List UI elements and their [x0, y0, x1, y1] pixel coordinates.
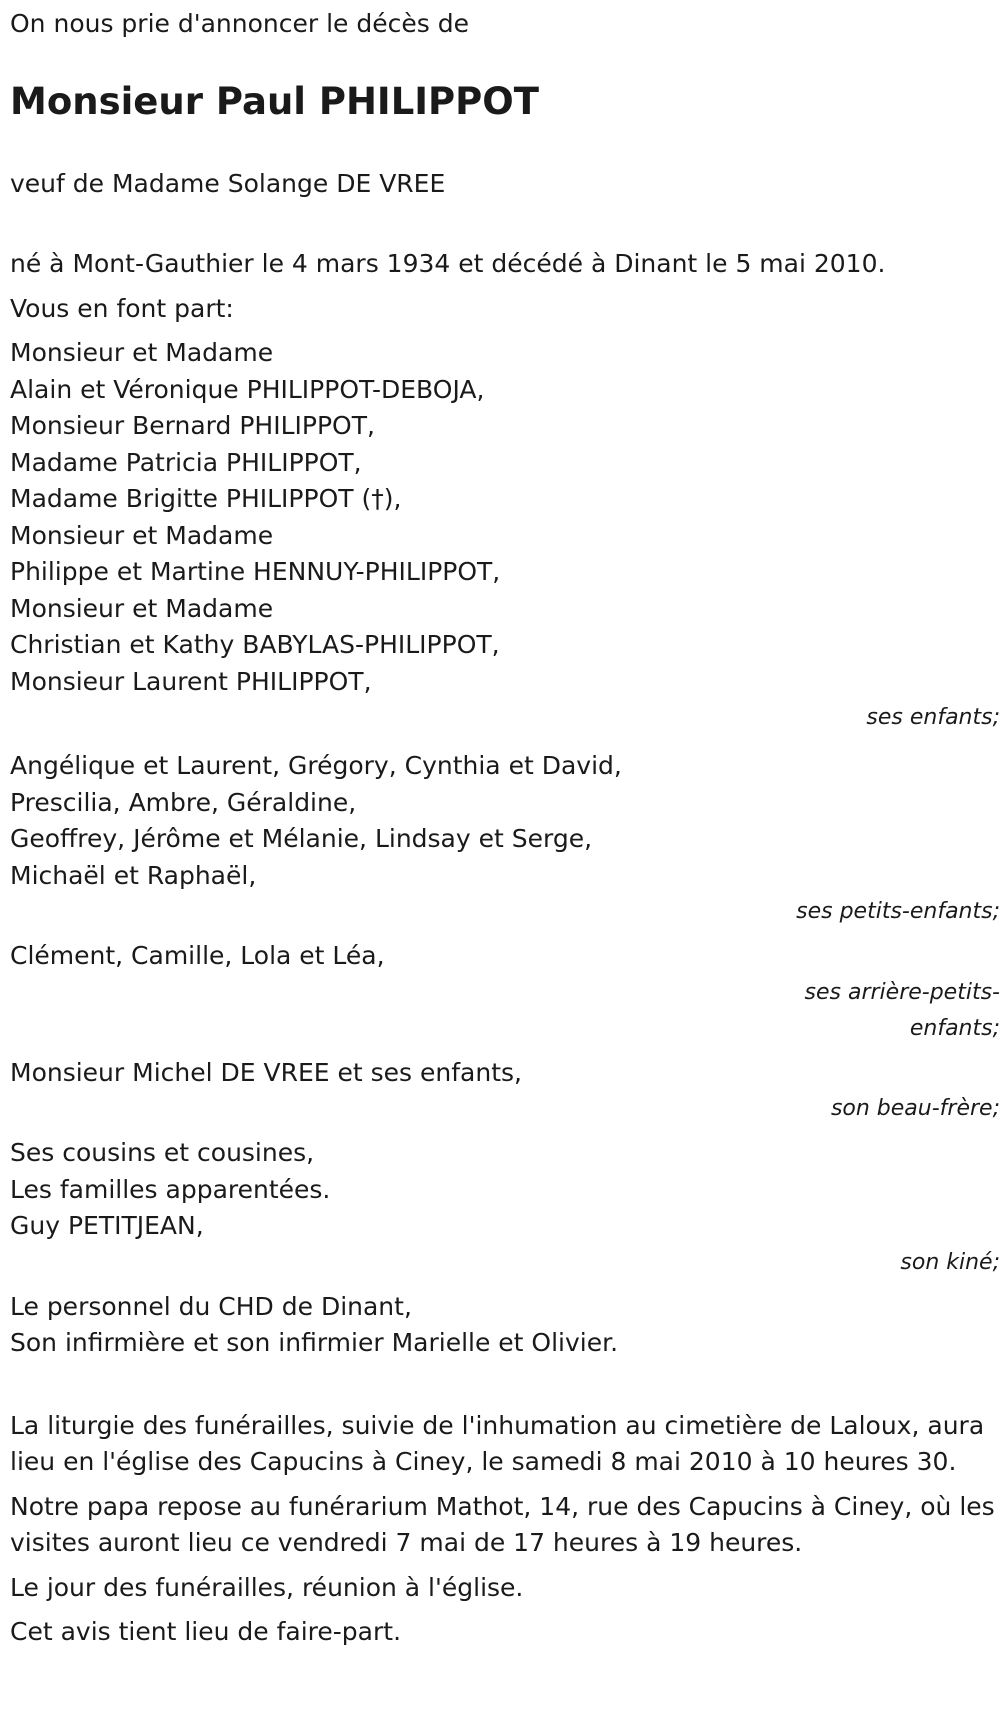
grandchildren-line: Prescilia, Ambre, Géraldine, [10, 787, 357, 817]
children-line: Madame Patricia PHILIPPOT, [10, 447, 362, 477]
great-grandchildren-block [10, 938, 1000, 1047]
children-line: Alain et Véronique PHILIPPOT-DEBOJA, [10, 374, 485, 404]
children-block [10, 335, 1000, 736]
children-line: Monsieur Laurent PHILIPPOT, [10, 666, 372, 696]
grandchildren-line: Michaël et Raphaël, [10, 860, 257, 890]
brother-in-law-line: Monsieur Michel DE VREE et ses enfants, [10, 1057, 522, 1087]
others-relation-label: son kiné; [900, 1249, 1000, 1275]
children-line: Monsieur et Madame [10, 338, 274, 367]
grandchildren-relation-label: ses petits-enfants; [796, 899, 1000, 924]
grandchildren-line: Geoffrey, Jérôme et Mélanie, Lindsay et Serge, [10, 824, 593, 853]
announce-from: Vous en font part: [10, 293, 234, 323]
staff-line: Son infirmière et son infirmier Marielle et Olivier. [10, 1328, 619, 1357]
grandchildren-line: Angélique et Laurent, Grégory, Cynthia et David, [10, 751, 622, 780]
meeting-line: Le jour des funérailles, réunion à l'église. [10, 1572, 524, 1602]
staff-block [10, 1289, 1000, 1362]
deceased-name: Monsieur Paul PHILIPPOT [10, 79, 539, 123]
children-line: Madame Brigitte PHILIPPOT (†), [10, 484, 402, 513]
others-line: Les familles apparentées. [10, 1174, 331, 1204]
others-block [10, 1135, 1000, 1281]
brother-in-law-relation-label: son beau-frère; [830, 1096, 1000, 1121]
brother-in-law-block [10, 1055, 1000, 1128]
notice-line: Cet avis tient lieu de faire-part. [10, 1617, 402, 1646]
staff-line: Le personnel du CHD de Dinant, [10, 1291, 412, 1321]
children-line: Philippe et Martine HENNUY-PHILIPPOT, [10, 557, 501, 586]
children-line: Monsieur et Madame [10, 593, 274, 623]
children-line: Monsieur et Madame [10, 520, 274, 550]
children-line: Monsieur Bernard PHILIPPOT, [10, 411, 375, 440]
others-line: Guy PETITJEAN, [10, 1211, 204, 1240]
children-relation-label: ses enfants; [866, 705, 1000, 730]
great-grandchildren-relation-label-line1: ses arrière-petits- [804, 979, 1000, 1005]
rest-paragraph: Notre papa repose au funérarium Mathot, 14, rue des Capucins à Ciney, où les visites auront lieu ce vendredi 7 mai de 17 heures à 19 heures. [10, 1491, 995, 1557]
funeral-paragraph: La liturgie des funérailles, suivie de l'inhumation au cimetière de Laloux, aura lieu en l'église des Capucins à Ciney, le samedi 8 mai 2010 à 10 heures 30. [10, 1410, 985, 1476]
widower-line: veuf de Madame Solange DE VREE [10, 168, 446, 198]
great-grandchildren-relation-label-line2: enfants; [909, 1015, 1000, 1041]
grandchildren-block [10, 748, 1000, 930]
intro-text: On nous prie d'annoncer le décès de [10, 9, 469, 38]
great-grandchildren-line: Clément, Camille, Lola et Léa, [10, 941, 385, 970]
children-line: Christian et Kathy BABYLAS-PHILIPPOT, [10, 630, 500, 659]
others-line: Ses cousins et cousines, [10, 1138, 315, 1167]
birth-death-line: né à Mont-Gauthier le 4 mars 1934 et décédé à Dinant le 5 mai 2010. [10, 249, 886, 278]
